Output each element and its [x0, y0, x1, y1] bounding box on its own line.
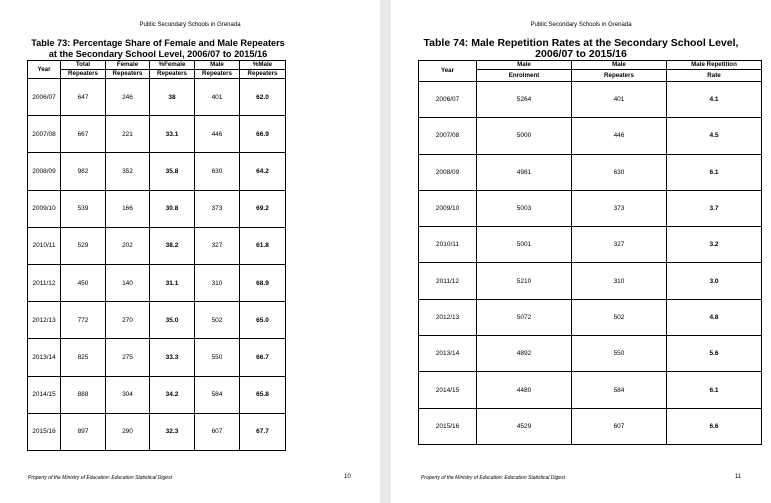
value-cell: 4981 [477, 154, 572, 190]
col-male-enrolment-top: Male [477, 61, 572, 70]
value-cell: 61.8 [240, 227, 286, 264]
table-row [28, 190, 286, 227]
value-cell: 352 [106, 153, 150, 190]
table-row [419, 299, 762, 335]
value-cell: 373 [195, 190, 240, 227]
value-cell: 772 [61, 302, 106, 339]
table-73 [27, 60, 286, 451]
value-cell: 65.0 [240, 302, 286, 339]
year-cell: 2014/15 [28, 376, 61, 413]
table-row [28, 227, 286, 264]
col-male-top: Male [195, 61, 240, 70]
value-cell: 32.3 [150, 413, 195, 450]
table-row [419, 336, 762, 372]
table-row [419, 82, 762, 118]
value-cell: 4.1 [667, 82, 762, 118]
value-cell: 34.2 [150, 376, 195, 413]
table-row [419, 118, 762, 154]
table-73-body [28, 79, 286, 451]
year-cell: 2006/07 [28, 79, 61, 116]
value-cell: 502 [195, 302, 240, 339]
table-row [28, 116, 286, 153]
value-cell: 4.5 [667, 118, 762, 154]
table-row [28, 79, 286, 116]
value-cell: 5.6 [667, 336, 762, 372]
col-female-bottom: Repeaters [106, 70, 150, 79]
page-number: 11 [735, 474, 742, 480]
year-cell: 2015/16 [28, 413, 61, 450]
value-cell: 290 [106, 413, 150, 450]
value-cell: 4529 [477, 408, 572, 444]
value-cell: 5072 [477, 299, 572, 335]
value-cell: 5003 [477, 190, 572, 226]
table-74-title: Table 74: Male Repetition Rates at the Secondary School Level, 2006/07 to 2015/16 [423, 37, 739, 60]
value-cell: 3.7 [667, 190, 762, 226]
value-cell: 667 [61, 116, 106, 153]
value-cell: 202 [106, 227, 150, 264]
value-cell: 310 [195, 264, 240, 301]
table-73-title: Table 73: Percentage Share of Female and Male Repeaters at the Secondary School Level, 2006/07 to 2015/16 [31, 38, 285, 59]
value-cell: 327 [195, 227, 240, 264]
value-cell: 3.0 [667, 263, 762, 299]
value-cell: 502 [572, 299, 667, 335]
value-cell: 446 [572, 118, 667, 154]
value-cell: 539 [61, 190, 106, 227]
value-cell: 888 [61, 376, 106, 413]
value-cell: 5001 [477, 227, 572, 263]
year-cell: 2013/14 [419, 336, 477, 372]
value-cell: 35.0 [150, 302, 195, 339]
col-male-rate-top: Male Repetition [667, 61, 762, 70]
value-cell: 607 [572, 408, 667, 444]
value-cell: 630 [195, 153, 240, 190]
table-74 [418, 60, 762, 445]
col-male-rate-bottom: Rate [667, 70, 762, 82]
value-cell: 33.1 [150, 116, 195, 153]
value-cell: 68.9 [240, 264, 286, 301]
table-row [419, 154, 762, 190]
left-page [0, 0, 380, 503]
page-footer: Property of the Ministry of Education: Education Statistical Digest [28, 475, 172, 481]
value-cell: 38.2 [150, 227, 195, 264]
value-cell: 246 [106, 79, 150, 116]
year-cell: 2009/10 [28, 190, 61, 227]
value-cell: 373 [572, 190, 667, 226]
year-cell: 2015/16 [419, 408, 477, 444]
col-male-bottom: Repeaters [195, 70, 240, 79]
value-cell: 584 [572, 372, 667, 408]
value-cell: 221 [106, 116, 150, 153]
value-cell: 3.2 [667, 227, 762, 263]
value-cell: 65.8 [240, 376, 286, 413]
col-pct-male-top: %Male [240, 61, 286, 70]
value-cell: 64.2 [240, 153, 286, 190]
col-pct-female-bottom: Repeaters [150, 70, 195, 79]
value-cell: 66.9 [240, 116, 286, 153]
col-total-bottom: Repeaters [61, 70, 106, 79]
value-cell: 140 [106, 264, 150, 301]
table-row [28, 376, 286, 413]
value-cell: 31.1 [150, 264, 195, 301]
page-header: Public Secondary Schools in Grenada [530, 22, 632, 28]
value-cell: 33.3 [150, 339, 195, 376]
value-cell: 550 [572, 336, 667, 372]
table-row [419, 372, 762, 408]
table-74-body [419, 82, 762, 445]
year-cell: 2008/09 [28, 153, 61, 190]
value-cell: 630 [572, 154, 667, 190]
year-cell: 2014/15 [419, 372, 477, 408]
value-cell: 4892 [477, 336, 572, 372]
value-cell: 310 [572, 263, 667, 299]
col-total-top: Total [61, 61, 106, 70]
value-cell: 327 [572, 227, 667, 263]
value-cell: 166 [106, 190, 150, 227]
col-male-repeaters-bottom: Repeaters [572, 70, 667, 82]
table-row [28, 413, 286, 450]
value-cell: 5000 [477, 118, 572, 154]
table-row [28, 302, 286, 339]
year-cell: 2010/11 [28, 227, 61, 264]
page-header: Public Secondary Schools in Grenada [139, 22, 241, 28]
table-row [28, 264, 286, 301]
page-number: 10 [344, 474, 351, 480]
value-cell: 647 [61, 79, 106, 116]
value-cell: 66.7 [240, 339, 286, 376]
value-cell: 4480 [477, 372, 572, 408]
year-cell: 2013/14 [28, 339, 61, 376]
value-cell: 607 [195, 413, 240, 450]
table-73-header [28, 61, 286, 79]
table-row [419, 263, 762, 299]
value-cell: 304 [106, 376, 150, 413]
value-cell: 5264 [477, 82, 572, 118]
year-cell: 2007/08 [28, 116, 61, 153]
col-pct-male-bottom: Repeaters [240, 70, 286, 79]
value-cell: 6.6 [667, 408, 762, 444]
value-cell: 6.1 [667, 154, 762, 190]
value-cell: 897 [61, 413, 106, 450]
year-cell: 2006/07 [419, 82, 477, 118]
value-cell: 275 [106, 339, 150, 376]
value-cell: 401 [195, 79, 240, 116]
year-cell: 2012/13 [419, 299, 477, 335]
col-pct-female-top: %Female [150, 61, 195, 70]
value-cell: 69.2 [240, 190, 286, 227]
value-cell: 4.8 [667, 299, 762, 335]
right-page [391, 0, 771, 503]
page-footer: Property of the Ministry of Education: Education Statistical Digest [421, 475, 565, 481]
value-cell: 982 [61, 153, 106, 190]
year-cell: 2009/10 [419, 190, 477, 226]
col-year: Year [419, 61, 477, 82]
value-cell: 446 [195, 116, 240, 153]
table-row [419, 408, 762, 444]
col-female-top: Female [106, 61, 150, 70]
table-row [419, 190, 762, 226]
col-male-repeaters-top: Male [572, 61, 667, 70]
value-cell: 67.7 [240, 413, 286, 450]
table-row [419, 227, 762, 263]
value-cell: 38 [150, 79, 195, 116]
value-cell: 270 [106, 302, 150, 339]
value-cell: 584 [195, 376, 240, 413]
year-cell: 2011/12 [419, 263, 477, 299]
value-cell: 35.8 [150, 153, 195, 190]
value-cell: 450 [61, 264, 106, 301]
col-year: Year [28, 61, 61, 79]
table-74-header [419, 61, 762, 82]
table-row [28, 153, 286, 190]
value-cell: 62.0 [240, 79, 286, 116]
table-row [28, 339, 286, 376]
col-male-enrolment-bottom: Enrolment [477, 70, 572, 82]
value-cell: 401 [572, 82, 667, 118]
value-cell: 529 [61, 227, 106, 264]
year-cell: 2010/11 [419, 227, 477, 263]
year-cell: 2008/09 [419, 154, 477, 190]
value-cell: 825 [61, 339, 106, 376]
value-cell: 5210 [477, 263, 572, 299]
value-cell: 30.8 [150, 190, 195, 227]
value-cell: 6.1 [667, 372, 762, 408]
value-cell: 550 [195, 339, 240, 376]
year-cell: 2011/12 [28, 264, 61, 301]
year-cell: 2012/13 [28, 302, 61, 339]
year-cell: 2007/08 [419, 118, 477, 154]
